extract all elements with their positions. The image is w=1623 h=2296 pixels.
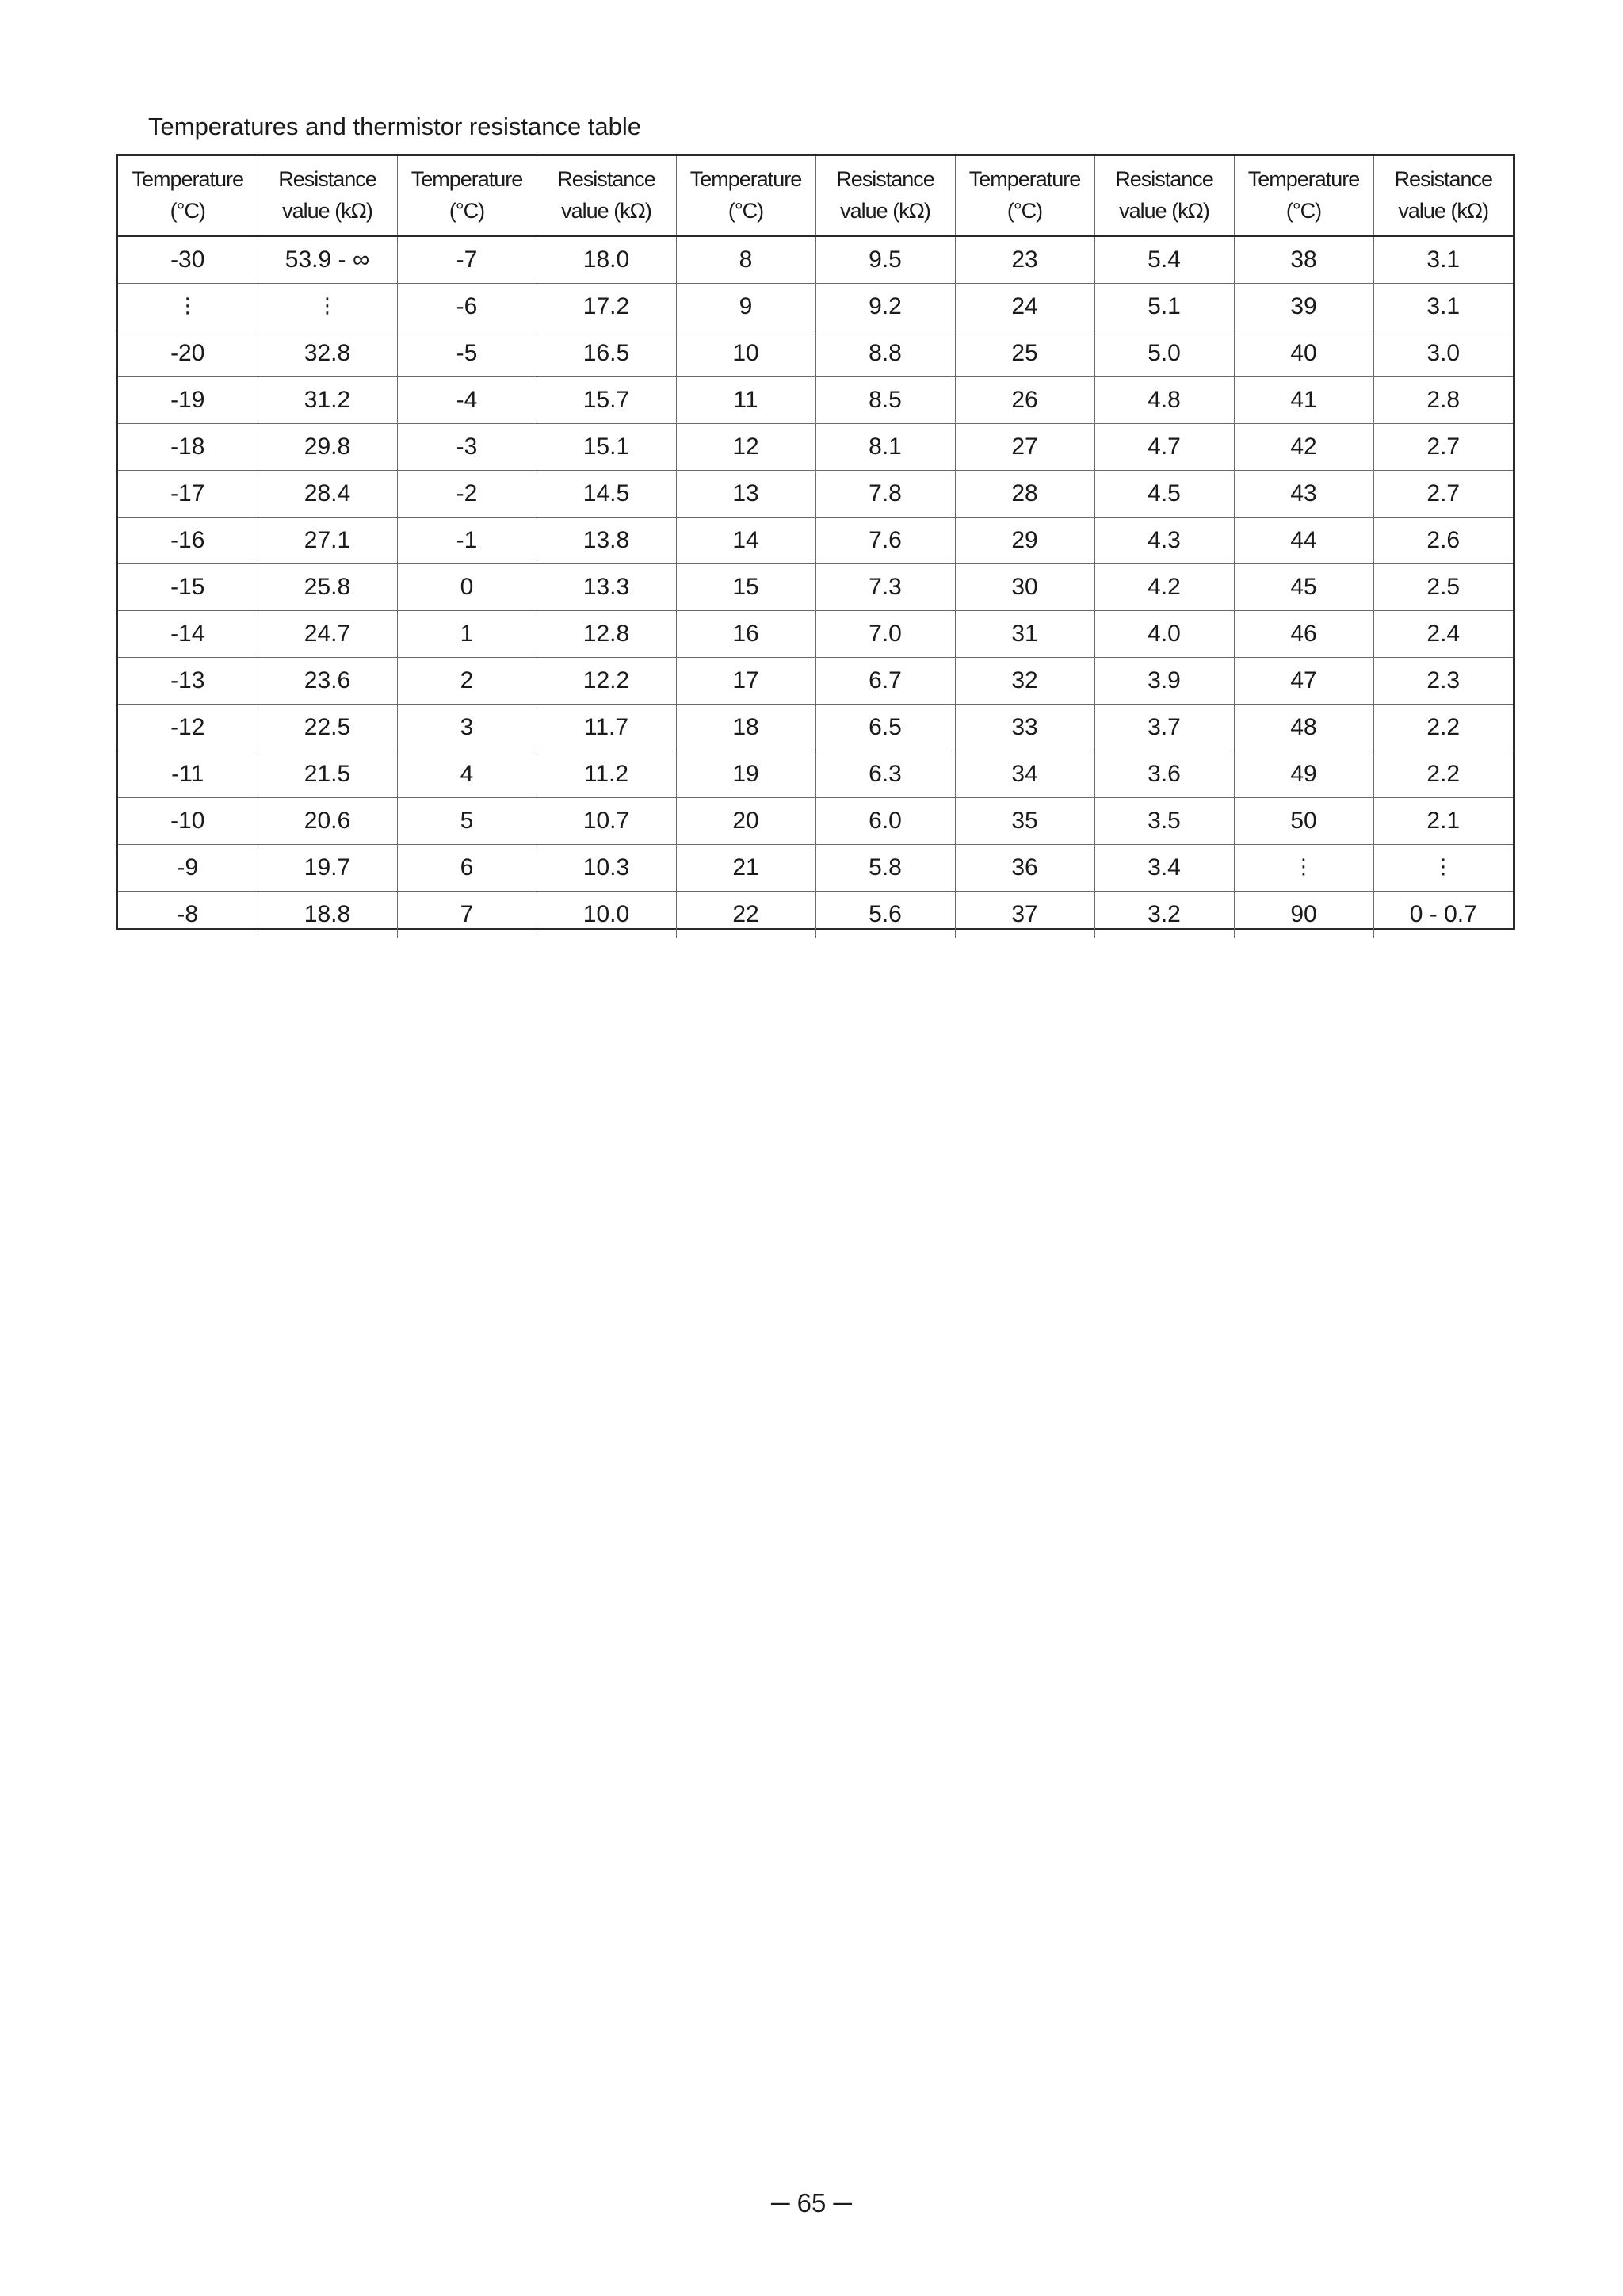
- temperature-cell: 4: [397, 751, 537, 797]
- temperature-cell: 22: [676, 891, 815, 938]
- temperature-cell: 6: [397, 844, 537, 891]
- temperature-cell: -15: [118, 563, 258, 610]
- header-line: Resistance: [1394, 167, 1493, 192]
- resistance-cell: 3.1: [1373, 283, 1513, 330]
- resistance-cell: 7.6: [815, 517, 955, 563]
- temperature-cell: -16: [118, 517, 258, 563]
- resistance-cell: 53.9 - ∞: [258, 235, 397, 283]
- temperature-cell: 35: [955, 797, 1094, 844]
- resistance-cell: 6.5: [815, 704, 955, 751]
- resistance-cell: 10.0: [537, 891, 676, 938]
- resistance-cell: 2.7: [1373, 470, 1513, 517]
- temperature-cell: 28: [955, 470, 1094, 517]
- header-resistance: [1094, 156, 1234, 235]
- header-line: Temperature: [689, 167, 802, 192]
- temperature-cell: 12: [676, 423, 815, 470]
- header-unit: value (kΩ): [561, 199, 651, 223]
- resistance-cell: 12.2: [537, 657, 676, 704]
- table-row: [118, 235, 1513, 283]
- temperature-cell: -17: [118, 470, 258, 517]
- temperature-cell: 15: [676, 563, 815, 610]
- table-row: [118, 751, 1513, 797]
- resistance-cell: 4.7: [1094, 423, 1234, 470]
- resistance-cell: 29.8: [258, 423, 397, 470]
- temperature-cell: -10: [118, 797, 258, 844]
- resistance-cell: 3.0: [1373, 330, 1513, 376]
- temperature-cell: 25: [955, 330, 1094, 376]
- temperature-cell: 14: [676, 517, 815, 563]
- temperature-cell: -3: [397, 423, 537, 470]
- resistance-cell: 13.3: [537, 563, 676, 610]
- resistance-cell: 18.8: [258, 891, 397, 938]
- temperature-cell: -1: [397, 517, 537, 563]
- resistance-cell: 9.2: [815, 283, 955, 330]
- resistance-cell: 11.2: [537, 751, 676, 797]
- resistance-cell: 3.2: [1094, 891, 1234, 938]
- temperature-cell: 13: [676, 470, 815, 517]
- header-temperature: [397, 156, 537, 235]
- header-resistance: [815, 156, 955, 235]
- resistance-cell: 3.6: [1094, 751, 1234, 797]
- temperature-cell: 45: [1234, 563, 1373, 610]
- resistance-cell: 25.8: [258, 563, 397, 610]
- temperature-cell: [118, 283, 258, 330]
- table-row: [118, 704, 1513, 751]
- header-unit: (°C): [727, 199, 764, 223]
- temperature-cell: 30: [955, 563, 1094, 610]
- resistance-cell: 5.1: [1094, 283, 1234, 330]
- header-unit: (°C): [1285, 199, 1322, 223]
- page-title: Temperatures and thermistor resistance table: [148, 113, 642, 140]
- temperature-cell: 3: [397, 704, 537, 751]
- resistance-cell: 2.7: [1373, 423, 1513, 470]
- temperature-cell: 43: [1234, 470, 1373, 517]
- temperature-cell: 32: [955, 657, 1094, 704]
- temperature-cell: 47: [1234, 657, 1373, 704]
- resistance-cell: 32.8: [258, 330, 397, 376]
- temperature-cell: 39: [1234, 283, 1373, 330]
- temperature-cell: 23: [955, 235, 1094, 283]
- temperature-cell: 21: [676, 844, 815, 891]
- table-row: [118, 423, 1513, 470]
- temperature-cell: -6: [397, 283, 537, 330]
- resistance-cell: 16.5: [537, 330, 676, 376]
- resistance-cell: 17.2: [537, 283, 676, 330]
- resistance-cell: 8.8: [815, 330, 955, 376]
- header-resistance: [1373, 156, 1513, 235]
- header-row: [118, 156, 1513, 235]
- vertical-ellipsis: ⋮: [1433, 854, 1454, 878]
- temperature-cell: 26: [955, 376, 1094, 423]
- resistance-cell: 10.7: [537, 797, 676, 844]
- resistance-cell: [258, 283, 397, 330]
- header-line: Temperature: [132, 167, 244, 192]
- resistance-cell: 4.0: [1094, 610, 1234, 657]
- header-resistance: [537, 156, 676, 235]
- resistance-cell: 6.7: [815, 657, 955, 704]
- resistance-table: [118, 156, 1513, 938]
- temperature-cell: 48: [1234, 704, 1373, 751]
- vertical-ellipsis: ⋮: [1293, 854, 1314, 878]
- resistance-cell: 8.5: [815, 376, 955, 423]
- temperature-cell: -12: [118, 704, 258, 751]
- header-line: Resistance: [1115, 167, 1213, 192]
- resistance-cell: 2.3: [1373, 657, 1513, 704]
- resistance-cell: 7.3: [815, 563, 955, 610]
- temperature-cell: 24: [955, 283, 1094, 330]
- table-row: [118, 470, 1513, 517]
- table-row: [118, 376, 1513, 423]
- temperature-cell: 46: [1234, 610, 1373, 657]
- header-resistance: [258, 156, 397, 235]
- resistance-cell: 11.7: [537, 704, 676, 751]
- temperature-cell: 41: [1234, 376, 1373, 423]
- table-row: [118, 563, 1513, 610]
- temperature-cell: -20: [118, 330, 258, 376]
- temperature-cell: -19: [118, 376, 258, 423]
- temperature-cell: -13: [118, 657, 258, 704]
- header-unit: value (kΩ): [282, 199, 372, 223]
- temperature-cell: 31: [955, 610, 1094, 657]
- resistance-table-frame: [116, 154, 1515, 930]
- table-row: [118, 657, 1513, 704]
- header-temperature: [955, 156, 1094, 235]
- resistance-cell: 13.8: [537, 517, 676, 563]
- resistance-cell: 12.8: [537, 610, 676, 657]
- table-body: [118, 235, 1513, 938]
- temperature-cell: 40: [1234, 330, 1373, 376]
- resistance-cell: 24.7: [258, 610, 397, 657]
- table-row: [118, 844, 1513, 891]
- header-temperature: [1234, 156, 1373, 235]
- header-unit: value (kΩ): [1119, 199, 1209, 223]
- resistance-cell: 15.1: [537, 423, 676, 470]
- resistance-cell: 9.5: [815, 235, 955, 283]
- resistance-cell: 4.5: [1094, 470, 1234, 517]
- temperature-cell: 29: [955, 517, 1094, 563]
- temperature-cell: 8: [676, 235, 815, 283]
- temperature-cell: 38: [1234, 235, 1373, 283]
- header-temperature: [676, 156, 815, 235]
- temperature-cell: -2: [397, 470, 537, 517]
- temperature-cell: -4: [397, 376, 537, 423]
- resistance-cell: 2.1: [1373, 797, 1513, 844]
- resistance-cell: 21.5: [258, 751, 397, 797]
- resistance-cell: 15.7: [537, 376, 676, 423]
- resistance-cell: 22.5: [258, 704, 397, 751]
- resistance-cell: 31.2: [258, 376, 397, 423]
- temperature-cell: 44: [1234, 517, 1373, 563]
- resistance-cell: 14.5: [537, 470, 676, 517]
- temperature-cell: 90: [1234, 891, 1373, 938]
- header-unit: (°C): [170, 199, 205, 223]
- resistance-cell: 3.9: [1094, 657, 1234, 704]
- temperature-cell: 49: [1234, 751, 1373, 797]
- temperature-cell: 34: [955, 751, 1094, 797]
- temperature-cell: 5: [397, 797, 537, 844]
- resistance-cell: 23.6: [258, 657, 397, 704]
- table-row: [118, 330, 1513, 376]
- resistance-cell: 3.1: [1373, 235, 1513, 283]
- temperature-cell: 16: [676, 610, 815, 657]
- resistance-cell: 8.1: [815, 423, 955, 470]
- table-row: [118, 283, 1513, 330]
- resistance-cell: 7.0: [815, 610, 955, 657]
- resistance-cell: 2.5: [1373, 563, 1513, 610]
- header-temperature: [118, 156, 258, 235]
- resistance-cell: 3.4: [1094, 844, 1234, 891]
- temperature-cell: 11: [676, 376, 815, 423]
- table-row: [118, 610, 1513, 657]
- resistance-cell: [1373, 844, 1513, 891]
- resistance-cell: 4.3: [1094, 517, 1234, 563]
- resistance-cell: 2.6: [1373, 517, 1513, 563]
- header-line: Resistance: [836, 167, 934, 192]
- temperature-cell: 50: [1234, 797, 1373, 844]
- header-unit: value (kΩ): [840, 199, 930, 223]
- resistance-cell: 6.0: [815, 797, 955, 844]
- resistance-cell: 2.2: [1373, 751, 1513, 797]
- temperature-cell: 33: [955, 704, 1094, 751]
- resistance-cell: 3.7: [1094, 704, 1234, 751]
- resistance-cell: 20.6: [258, 797, 397, 844]
- temperature-cell: 27: [955, 423, 1094, 470]
- resistance-cell: 2.2: [1373, 704, 1513, 751]
- temperature-cell: -7: [397, 235, 537, 283]
- resistance-cell: 2.4: [1373, 610, 1513, 657]
- header-line: Resistance: [557, 167, 655, 192]
- header-unit: value (kΩ): [1398, 199, 1489, 223]
- header-line: Temperature: [1247, 167, 1360, 192]
- resistance-cell: 0 - 0.7: [1373, 891, 1513, 938]
- temperature-cell: 36: [955, 844, 1094, 891]
- header-line: Temperature: [411, 167, 523, 192]
- temperature-cell: -8: [118, 891, 258, 938]
- temperature-cell: -11: [118, 751, 258, 797]
- temperature-cell: 17: [676, 657, 815, 704]
- temperature-cell: 7: [397, 891, 537, 938]
- resistance-cell: 19.7: [258, 844, 397, 891]
- temperature-cell: -9: [118, 844, 258, 891]
- temperature-cell: 2: [397, 657, 537, 704]
- temperature-cell: 42: [1234, 423, 1373, 470]
- temperature-cell: 37: [955, 891, 1094, 938]
- resistance-cell: 5.4: [1094, 235, 1234, 283]
- header-unit: (°C): [449, 199, 485, 223]
- vertical-ellipsis: ⋮: [177, 292, 198, 317]
- temperature-cell: -14: [118, 610, 258, 657]
- resistance-cell: 7.8: [815, 470, 955, 517]
- table-row: [118, 891, 1513, 938]
- temperature-cell: 9: [676, 283, 815, 330]
- resistance-cell: 5.0: [1094, 330, 1234, 376]
- temperature-cell: -5: [397, 330, 537, 376]
- resistance-cell: 5.6: [815, 891, 955, 938]
- page-number: ─ 65 ─: [771, 2188, 852, 2218]
- resistance-cell: 5.8: [815, 844, 955, 891]
- resistance-cell: 4.8: [1094, 376, 1234, 423]
- header-line: Temperature: [968, 167, 1081, 192]
- table-row: [118, 797, 1513, 844]
- resistance-cell: 4.2: [1094, 563, 1234, 610]
- resistance-cell: 10.3: [537, 844, 676, 891]
- resistance-cell: 2.8: [1373, 376, 1513, 423]
- temperature-cell: 18: [676, 704, 815, 751]
- resistance-cell: 18.0: [537, 235, 676, 283]
- resistance-cell: 28.4: [258, 470, 397, 517]
- temperature-cell: -18: [118, 423, 258, 470]
- temperature-cell: 20: [676, 797, 815, 844]
- temperature-cell: 0: [397, 563, 537, 610]
- table-row: [118, 517, 1513, 563]
- temperature-cell: 1: [397, 610, 537, 657]
- temperature-cell: [1234, 844, 1373, 891]
- resistance-cell: 6.3: [815, 751, 955, 797]
- header-unit: (°C): [1006, 199, 1043, 223]
- header-line: Resistance: [278, 167, 376, 192]
- resistance-cell: 27.1: [258, 517, 397, 563]
- temperature-cell: -30: [118, 235, 258, 283]
- temperature-cell: 19: [676, 751, 815, 797]
- vertical-ellipsis: ⋮: [317, 292, 338, 317]
- temperature-cell: 10: [676, 330, 815, 376]
- resistance-cell: 3.5: [1094, 797, 1234, 844]
